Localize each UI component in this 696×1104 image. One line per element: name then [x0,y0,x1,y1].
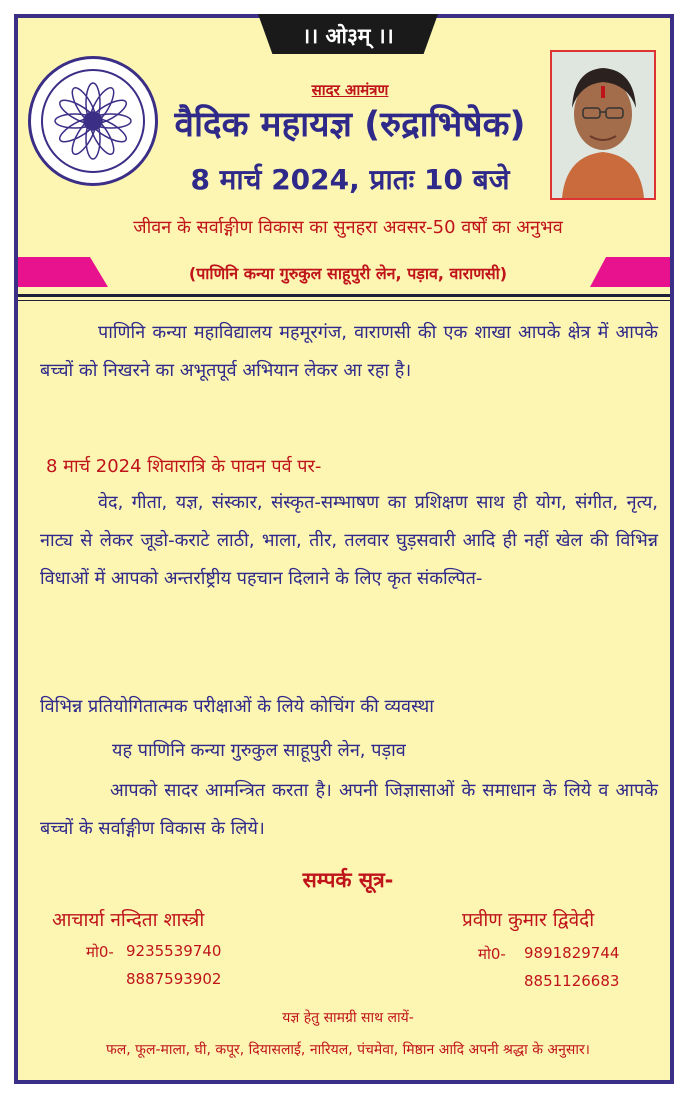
tagline: जीवन के सर्वाङ्गीण विकास का सुनहरा अवसर-50 वर्षों का अनुभव [133,217,563,238]
event-date: 8 मार्च 2024, प्रातः 10 बजे [190,163,510,196]
portrait-photo [550,50,656,200]
phone-prefix-2: मो0- [478,945,506,963]
contact-name-praveen: प्रवीण कुमार द्विवेदी [462,909,595,931]
paragraph-invite: आपको सादर आमन्त्रित करता है। अपनी जिज्ञासाओं के समाधान के लिये व आपके बच्चों के सर्वाङ्गीण विकास के लिये। [40,780,658,839]
paragraph-branch-intro: पाणिनि कन्या महाविद्यालय महमूरगंज, वाराणसी की एक शाखा आपके क्षेत्र में आपके बच्चों को निखरने का अभूतपूर्व अभियान लेकर आ रहा है। [40,322,658,381]
venue-band-left [18,257,108,287]
paragraph-gurukul: यह पाणिनि कन्या गुरुकुल साहूपुरी लेन, पड़ाव [112,740,406,761]
contact-name-nandita: आचार्या नन्दिता शास्त्री [52,909,205,931]
phone-prefix-1: मो0- [86,943,114,961]
seal-flower-icon [31,59,155,183]
phone-nandita-2: 8887593902 [126,970,222,988]
event-title: वैदिक महायज्ञ (रुद्राभिषेक) [174,105,526,145]
paragraph-training: वेद, गीता, यज्ञ, संस्कार, संस्कृत-सम्भाषण का प्रशिक्षण साथ ही योग, संगीत, नृत्य, नाट्य से लेकर जूडो-कराटे लाठी, भाला, तीर, तलवार घुड़सवारी आदि ही नहीं खेल की विभिन्न विधाओं में आपको अन्तर्राष्ट्रीय पहचान दिलाने के लिए कृत संकल्पित- [40,492,658,589]
venue-band-right [590,257,670,287]
om-text: ।। ओ३म् ।। [302,24,394,48]
paragraph-coaching: विभिन्न प्रतियोगितात्मक परीक्षाओं के लिये कोचिंग की व्यवस्था [40,696,434,717]
samagri-note: यज्ञ हेतु सामग्री साथ लायें- [282,1010,414,1026]
phone-praveen-1: 9891829744 [524,944,620,962]
samagri-items: फल, फूल-माला, घी, कपूर, दियासलाई, नारियल, पंचमेवा, मिष्ठान आदि अपनी श्रद्धा के अनुसार। [106,1042,590,1058]
divider-bottom [18,300,670,301]
venue-text: (पाणिनि कन्या गुरुकुल साहूपुरी लेन, पड़ाव, वाराणसी) [188,264,508,283]
institution-seal-icon [28,56,158,186]
paragraph-festival: 8 मार्च 2024 शिवारात्रि के पावन पर्व पर- [46,456,322,477]
invitation-label: सादर आमंत्रण [311,81,389,99]
phone-praveen-2: 8851126683 [524,972,620,990]
contact-heading: सम्पर्क सूत्र- [302,868,394,892]
divider-top [18,294,670,297]
phone-nandita-1: 9235539740 [126,942,222,960]
